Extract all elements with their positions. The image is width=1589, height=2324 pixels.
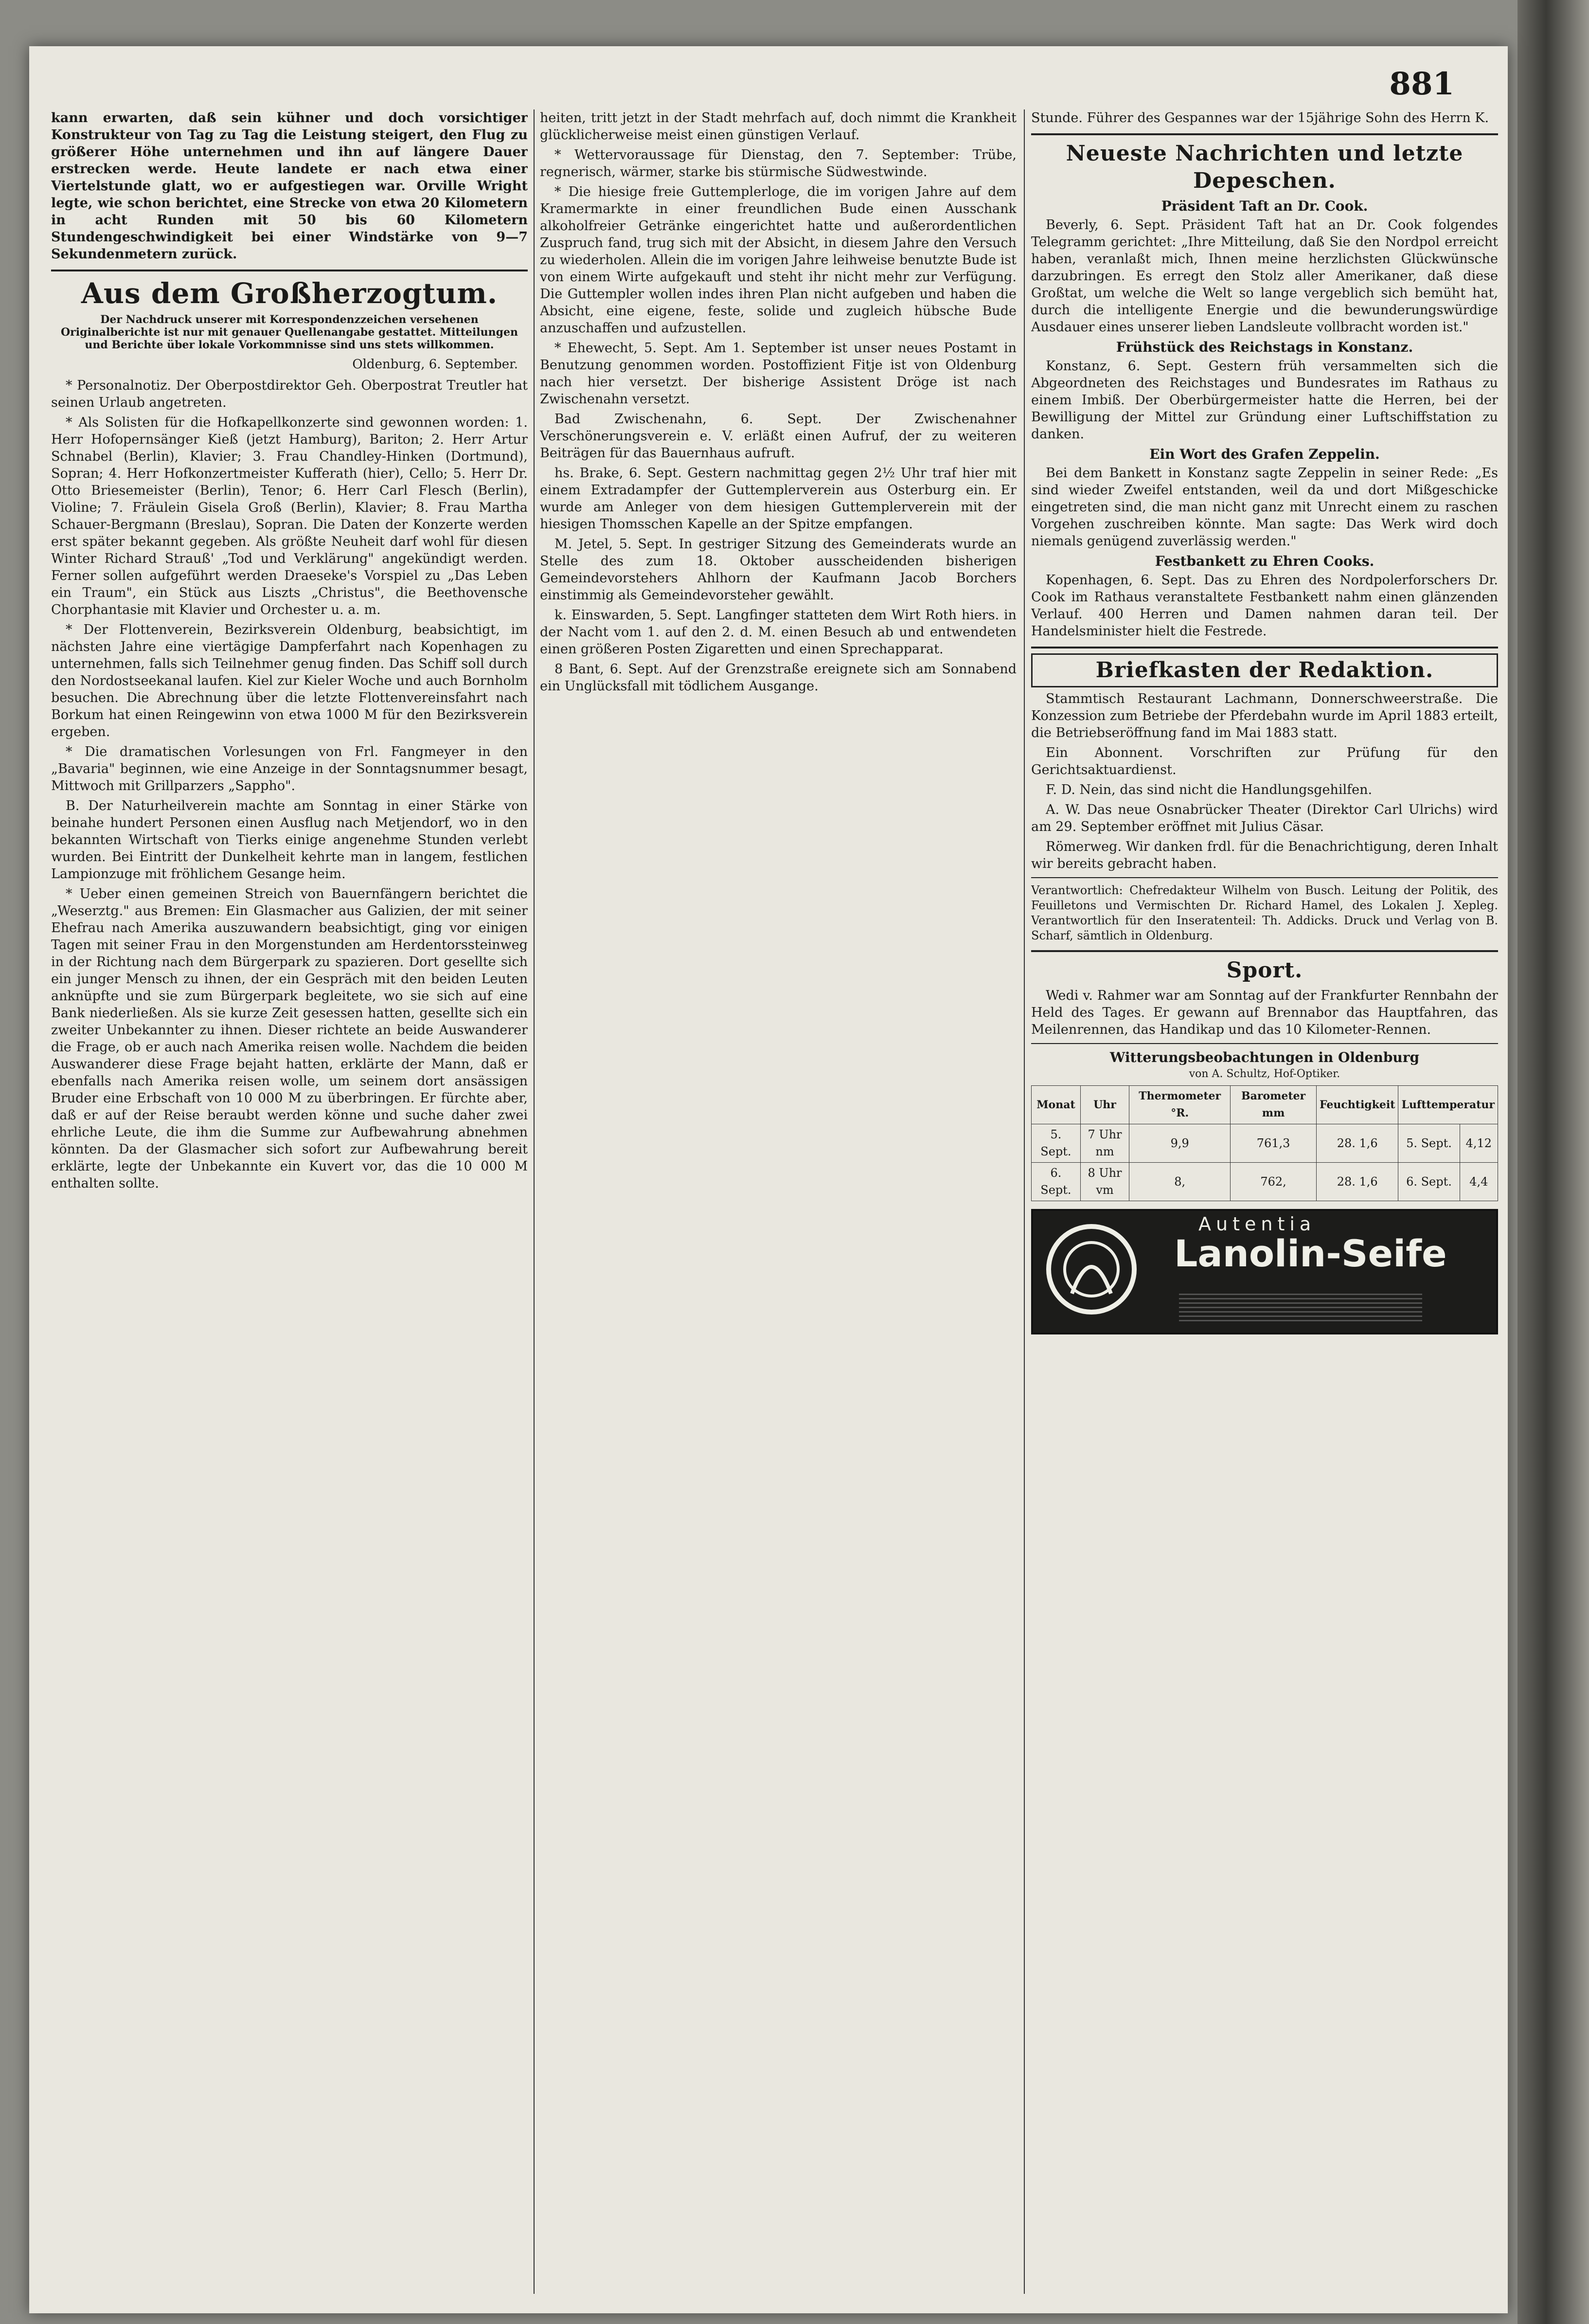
- column-1: [51, 109, 528, 2294]
- table-header: Lufttemperatur: [1398, 1086, 1498, 1124]
- table-header: Barometer mm: [1231, 1086, 1317, 1124]
- table-cell: 761,3: [1231, 1124, 1317, 1163]
- news-title: Festbankett zu Ehren Cooks.: [1155, 553, 1375, 569]
- section-rule: [1031, 877, 1498, 878]
- news-title: Frühstück des Reichstags in Konstanz.: [1116, 339, 1413, 355]
- table-cell: 28. 1,6: [1316, 1124, 1398, 1163]
- weather-table: [1031, 1085, 1498, 1201]
- table-cell: 6. Sept.: [1032, 1163, 1081, 1201]
- article-paragraph: * Die hiesige freie Guttemplerloge, die im vorigen Jahre auf dem Kramermarkte in einer freundlichen Bude einen Ausschank alkoholfreier Getränke eingerichtet hatte und außerordentlichen Zuspruch fand, trug sich mit der Absicht, in diesem Jahre den Versuch zu wiederholen. Allein die im vorigen Jahre leihweise benutzte Bude ist von einem Wirte aufgekauft und steht ihr nicht mehr zur Verfügung. Die Guttempler wollen indes ihren Plan nicht aufgeben und haben die Absicht, eine eigene, feste, solide und zugleich hübsche Bude anzuschaffen und aufzustellen.: [540, 184, 1017, 336]
- article-paragraph: hs. Brake, 6. Sept. Gestern nachmittag gegen 2½ Uhr traf hier mit einem Extradampfer der Guttemplerverein aus Osterburg ein. Er wurde am Anleger von dem hiesigen Guttemplerverein mit der hiesigen Thomsschen Kapelle an der Spitze empfangen.: [540, 466, 1017, 532]
- ad-product: Lanolin-Seife: [1174, 1232, 1447, 1275]
- imprint: Verantwortlich: Chefredakteur Wilhelm von Busch. Leitung der Politik, des Feuilletons und Vermischten Dr. Richard Hamel, des Lokalen J. Xepleg. Verantwortlich für den Inseratenteil: Th. Addicks. Druck und Verlag von B. Scharf, sämtlich in Oldenburg.: [1031, 883, 1498, 942]
- article-paragraph: 8 Bant, 6. Sept. Auf der Grenzstraße ereignete sich am Sonnabend ein Unglücksfall mit tödlichem Ausgange.: [540, 662, 1017, 694]
- briefkasten-entry: A. W. Das neue Osnabrücker Theater (Direktor Carl Ulrichs) wird am 29. September eröffnet mit Julius Cäsar.: [1031, 802, 1498, 834]
- briefkasten-entry: Stammtisch Restaurant Lachmann, Donnerschweerstraße. Die Konzession zum Betriebe der Pferdebahn wurde im April 1883 erteilt, die Betriebseröffnung fand im Mai 1883 statt.: [1031, 691, 1498, 740]
- ad-brand: Autentia: [1198, 1213, 1316, 1235]
- table-cell: 4,4: [1460, 1163, 1498, 1201]
- table-header-row: [1032, 1086, 1498, 1124]
- article-paragraph: heiten, tritt jetzt in der Stadt mehrfach auf, doch nimmt die Krankheit glücklicherweise meist einen günstigen Verlauf.: [540, 110, 1017, 143]
- briefkasten-entry: F. D. Nein, das sind nicht die Handlungsgehilfen.: [1046, 782, 1373, 797]
- article-paragraph: B. Der Naturheilverein machte am Sonntag in einer Stärke von beinahe hundert Personen einen Ausflug nach Metjendorf, wo in den bekannten Wirtschaft von Tierks einige angenehme Stunden verlebt wurden. Bei Eintritt der Dunkelheit kehrte man in langem, festlichen Lampionzuge mit fröhlichem Gesange heim.: [51, 798, 528, 882]
- book-binding-edge: [1518, 0, 1589, 2324]
- table-cell: 8 Uhr vm: [1080, 1163, 1129, 1201]
- table-header: Feuchtigkeit: [1316, 1086, 1398, 1124]
- article-paragraph: * Personalnotiz. Der Oberpostdirektor Geh. Oberpostrat Treutler hat seinen Urlaub angetreten.: [51, 378, 528, 410]
- table-row: [1032, 1124, 1498, 1163]
- table-cell: 28. 1,6: [1316, 1163, 1398, 1201]
- weather-title: Witterungsbeobachtungen in Oldenburg: [1109, 1049, 1420, 1065]
- advertisement: [1031, 1209, 1498, 1334]
- reprint-note: Der Nachdruck unserer mit Korrespondenzzeichen versehenen Originalberichte ist nur mit genauer Quellenangabe gestattet. Mitteilungen und Berichte über lokale Vorkommnisse sind uns stets willkommen.: [60, 313, 518, 351]
- column-3: [1031, 109, 1498, 2294]
- article-paragraph: M. Jetel, 5. Sept. In gestriger Sitzung des Gemeinderats wurde an Stelle des zum 18. Oktober ausscheidenden bisherigen Gemeindevorstehers Ahlhorn der Kaufmann Jacob Borchers einstimmig als Gemeindevorsteher gewählt.: [540, 537, 1017, 603]
- news-text: Kopenhagen, 6. Sept. Das zu Ehren des Nordpolerforschers Dr. Cook im Rathaus veranstaltete Festbankett nahm einen glänzenden Verlauf. 400 Herren und Damen nahmen daran teil. Der Handelsminister hielt die Festrede.: [1031, 573, 1498, 639]
- news-title: Ein Wort des Grafen Zeppelin.: [1149, 446, 1380, 462]
- news-text: Konstanz, 6. Sept. Gestern früh versammelten sich die Abgeordneten des Reichstages und Bundesrates im Rathaus zu einem Imbiß. Der Oberbürgermeister hatte die Herren, bei der Bewilligung der Mittel zur Gründung einer Luftschiffstation zu danken.: [1031, 359, 1498, 442]
- article-paragraph: * Ehewecht, 5. Sept. Am 1. September ist unser neues Postamt in Benutzung genommen worden. Postoffizient Fitje ist von Oldenburg nach hier versetzt. Der bisherige Assistent Dröge ist nach Zwischenahn versetzt.: [540, 341, 1017, 407]
- briefkasten-entry: Ein Abonnent. Vorschriften zur Prüfung für den Gerichtsaktuardienst.: [1031, 745, 1498, 777]
- sport-heading: Sport.: [1226, 958, 1303, 983]
- table-cell: 5. Sept.: [1398, 1124, 1460, 1163]
- table-row: [1032, 1163, 1498, 1201]
- article-paragraph: * Als Solisten für die Hofkapellkonzerte sind gewonnen worden: 1. Herr Hofopernsänger Kieß (jetzt Hamburg), Bariton; 2. Herr Artur Schnabel (Berlin), Klavier; 3. Frau Chandley-Hinken (Dortmund), Sopran; 4. Herr Hofkonzertmeister Kufferath (hier), Cello; 5. Herr Dr. Otto Briesemeister (Berlin), Tenor; 6. Herr Carl Flesch (Berlin), Violine; 7. Fräulein Gisela Groß (Berlin), Klavier; 8. Frau Martha Schauer-Bergmann (Breslau), Sopran. Die Daten der Konzerte werden erst später bekannt gegeben. Als größte Neuheit darf wohl für diesen Winter Richard Strauß' „Tod und Verklärung" angekündigt werden. Ferner sollen aufgeführt werden Draeseke's Vorspiel zu „Das Leben ein Traum", ein Stück aus Liszts „Christus", die Beethovensche Chorphantasie mit Klavier und Orchester u. a. m.: [51, 415, 528, 617]
- intro-paragraph: kann erwarten, daß sein kühner und doch vorsichtiger Konstrukteur von Tag zu Tag die Leistung steigert, den Flug zu größerer Höhe unternehmen und ihn auf längere Dauer erstrecken werde. Heute landete er nach etwa einer Viertelstunde glatt, wo er aufgestiegen war. Orville Wright legte, wie schon berichtet, eine Strecke von etwa 20 Kilometern in acht Runden mit 50 bis 60 Kilometern Stundengeschwindigkeit bei einer Windstärke von 9—7 Sekundenmetern zurück.: [51, 110, 528, 262]
- table-cell: 9,9: [1129, 1124, 1231, 1163]
- briefkasten-heading: Briefkasten der Redaktion.: [1031, 653, 1498, 687]
- news-title: Präsident Taft an Dr. Cook.: [1161, 198, 1368, 214]
- section-rule: [1031, 950, 1498, 952]
- article-paragraph: * Wettervoraussage für Dienstag, den 7. September: Trübe, regnerisch, wärmer, starke bis stürmische Südwestwinde.: [540, 147, 1017, 180]
- article-paragraph: * Ueber einen gemeinen Streich von Bauernfängern berichtet die „Weserztg." aus Bremen: Ein Glasmacher aus Galizien, der mit seiner Ehefrau nach Amerika auszuwandern beabsichtigt, ging vor einigen Tagen mit seiner Frau in den Morgenstunden am Herdentorssteinweg in der Richtung nach dem Bürgerpark zu spazieren. Dort gesellte sich ein junger Mensch zu ihnen, der ein Gespräch mit den beiden Leuten anknüpfte und sie zum Bürgerpark begleitete, wo sie sich auf eine Bank niederließen. Als sie kurze Zeit gesessen hatten, gesellte sich ein zweiter Unbekannter zu ihnen. Dieser richtete an beide Auswanderer die Frage, ob er auch nach Amerika reisen wolle. Nachdem die beiden Auswanderer diese Frage bejaht hatten, erklärte der Mann, daß er ebenfalls nach Amerika reisen wolle, um seinem dort ansässigen Bruder eine Erbschaft von 10 000 M zu überbringen. Er fürchte aber, daß er auf der Reise beraubt werden könne und suche daher zwei ehrliche Leute, die ihm die Summe zur Aufbewahrung abnehmen könnten. Da der Glasmacher sich sofort zur Aufbewahrung bereit erklärte, legte der Unbekannte ein Kuvert vor, das die 10 000 M enthalten sollte.: [51, 886, 528, 1191]
- table-header: Uhr: [1080, 1086, 1129, 1124]
- table-cell: 8,: [1129, 1163, 1231, 1201]
- article-paragraph: k. Einswarden, 5. Sept. Langfinger statteten dem Wirt Roth hiers. in der Nacht vom 1. auf den 2. d. M. einen Besuch ab und entwendeten einen größeren Posten Zigaretten und einen Sprechapparat.: [540, 608, 1017, 657]
- section-rule: [1031, 647, 1498, 649]
- section-rule: [1031, 133, 1498, 135]
- briefkasten-entry: Römerweg. Wir danken frdl. für die Benachrichtigung, deren Inhalt wir bereits gebracht haben.: [1031, 839, 1498, 871]
- column-rule: [1024, 109, 1025, 2294]
- page-number: 881: [1389, 66, 1454, 102]
- column-rule: [534, 109, 535, 2294]
- news-text: Bei dem Bankett in Konstanz sagte Zeppelin in seiner Rede: „Es sind wieder Zweifel entstanden, weil da und dort Mißgeschicke eingetreten sind, die man nicht ganz mit Unrecht einem zu raschen Vorgehen zuschreiben könnte. Man sagte: Das Werk wird doch niemals genügend zuverlässig werden.": [1031, 466, 1498, 549]
- table-header: Thermometer °R.: [1129, 1086, 1231, 1124]
- newspaper-page: [29, 46, 1508, 2313]
- weather-subtitle: von A. Schultz, Hof-Optiker.: [1189, 1068, 1340, 1080]
- section-heading: Aus dem Großherzogtum.: [81, 277, 498, 310]
- table-cell: 5. Sept.: [1032, 1124, 1081, 1163]
- table-header: Monat: [1032, 1086, 1081, 1124]
- table-cell: 7 Uhr nm: [1080, 1124, 1129, 1163]
- table-cell: 762,: [1231, 1163, 1317, 1201]
- article-paragraph: Stunde. Führer des Gespannes war der 15jährige Sohn des Herrn K.: [1031, 110, 1489, 126]
- article-paragraph: Bad Zwischenahn, 6. Sept. Der Zwischenahner Verschönerungsverein e. V. erläßt einen Aufruf, der zu weiteren Beiträgen für das Bauernhaus aufruft.: [540, 412, 1017, 461]
- article-paragraph: * Der Flottenverein, Bezirksverein Oldenburg, beabsichtigt, im nächsten Jahre eine viertägige Dampferfahrt nach Kopenhagen zu unternehmen, falls sich Teilnehmer genug finden. Das Schiff soll durch den Nordostseekanal laufen. Kiel zur Kieler Woche und auch Bornholm besuchen. Die Abrechnung über die letzte Flottenvereinsfahrt nach Borkum hat einen Reingewinn von etwa 1000 M für den Bezirksverein ergeben.: [51, 622, 528, 739]
- dateline: Oldenburg, 6. September.: [352, 357, 518, 372]
- column-2: [540, 109, 1017, 2294]
- news-text: Beverly, 6. Sept. Präsident Taft hat an Dr. Cook folgendes Telegramm gerichtet: „Ihre Mitteilung, daß Sie den Nordpol erreicht haben, veranlaßt mich, Ihnen meine herzlichsten Glückwünsche darzubringen. Es erregt den Stolz aller Amerikaner, daß diese Großtat, um welche die Welt so lange vergeblich sich bemüht hat, durch die intelligente Energie und die bewunderungswürdige Ausdauer eines unserer lieben Landsleute vollbracht worden ist.": [1031, 217, 1498, 335]
- table-cell: 6. Sept.: [1398, 1163, 1460, 1201]
- section-rule: [51, 270, 528, 271]
- article-paragraph: * Die dramatischen Vorlesungen von Frl. Fangmeyer in den „Bavaria" beginnen, wie eine Anzeige in der Sonntagsnummer besagt, Mittwoch mit Grillparzers „Sappho".: [51, 744, 528, 793]
- table-cell: 4,12: [1460, 1124, 1498, 1163]
- ad-fine-print: [1179, 1294, 1422, 1323]
- sport-text: Wedi v. Rahmer war am Sonntag auf der Frankfurter Rennbahn der Held des Tages. Er gewann auf Brennabor das Hauptfahren, das Meilenrennen, das Handikap und das 10 Kilometer-Rennen.: [1031, 988, 1498, 1037]
- soap-logo-icon: [1043, 1221, 1140, 1318]
- section-rule: [1031, 1043, 1498, 1044]
- section-heading: Neueste Nachrichten und letzte Depeschen.: [1066, 141, 1464, 193]
